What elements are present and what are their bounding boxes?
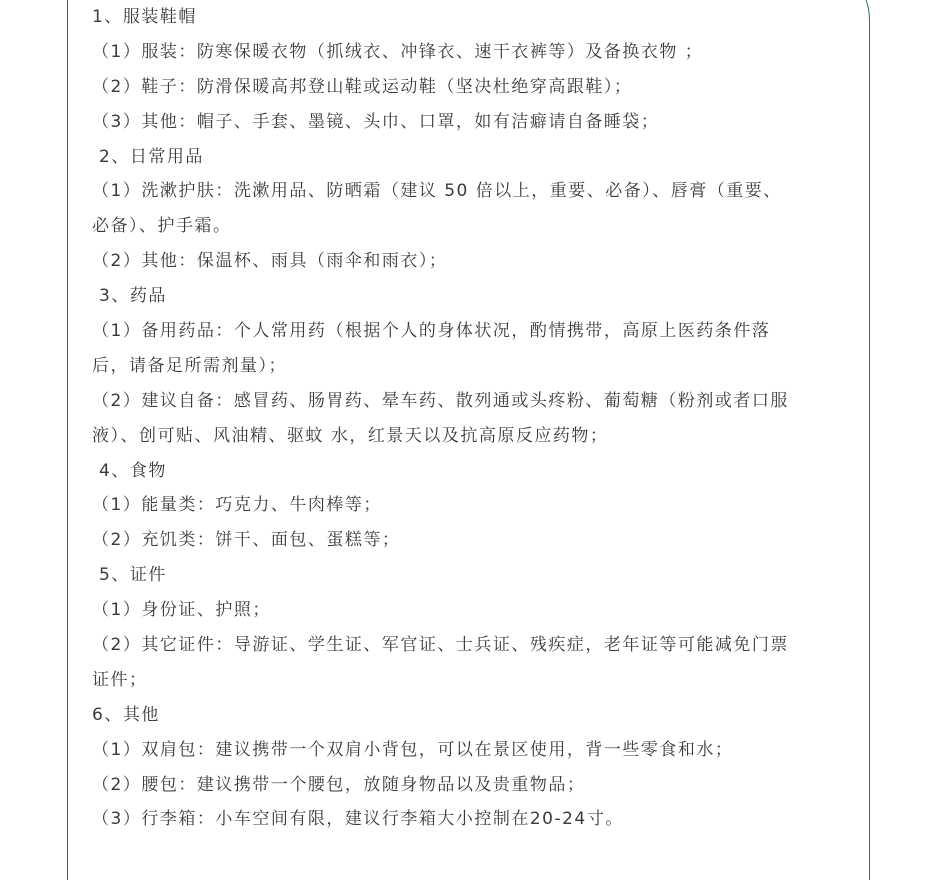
list-item: 证件； <box>92 669 148 690</box>
list-item: （3）行李箱：小车空间有限，建议行李箱大小控制在20-24寸。 <box>92 809 624 830</box>
list-item: （1）备用药品：个人常用药（根据个人的身体状况，酌情携带，高原上医药条件落 <box>92 321 771 342</box>
list-item: （2）建议自备：感冒药、肠胃药、晕车药、散列通或头疼粉、葡萄糖（粉剂或者口服 <box>92 390 789 411</box>
section-heading-food: 4、食物 <box>99 460 167 481</box>
list-item: （1）能量类：巧克力、牛肉棒等； <box>92 495 382 516</box>
list-item: （1）身份证、护照； <box>92 600 271 621</box>
section-heading-clothing: 1、服装鞋帽 <box>92 7 197 27</box>
section-heading-other: 6、其他 <box>92 704 160 725</box>
section-heading-documents: 5、证件 <box>99 565 167 586</box>
list-item: （2）其他：保温杯、雨具（雨伞和雨衣）； <box>92 251 448 272</box>
list-item: （1）洗漱护肤：洗漱用品、防晒霜（建议 50 倍以上，重要、必备）、唇膏（重要、 <box>92 181 782 202</box>
list-item: 后，请备足所需剂量）； <box>92 355 287 376</box>
list-item: （2）充饥类：饼干、面包、蛋糕等； <box>92 530 401 551</box>
list-item: （2）腰包：建议携带一个腰包，放随身物品以及贵重物品； <box>92 774 586 795</box>
list-item: （1）双肩包：建议携带一个双肩小背包，可以在景区使用，背一些零食和水； <box>92 739 734 760</box>
section-heading-medicine: 3、药品 <box>99 286 167 307</box>
list-item: （2）鞋子：防滑保暖高邦登山鞋或运动鞋（坚决杜绝穿高跟鞋）； <box>92 76 633 97</box>
list-item: （2）其它证件：导游证、学生证、军官证、士兵证、残疾症，老年证等可能减免门票 <box>92 635 789 656</box>
packing-list <box>92 0 852 837</box>
list-item: 液）、创可贴、风油精、驱蚊 水，红景天以及抗高原反应药物； <box>92 425 609 446</box>
list-item: 必备）、护手霜。 <box>92 216 232 237</box>
list-item: （1）服装：防寒保暖衣物（抓绒衣、冲锋衣、速干衣裤等）及备换衣物 ； <box>92 41 704 62</box>
section-heading-daily-items: 2、日常用品 <box>99 146 204 167</box>
list-item: （3）其他：帽子、手套、墨镜、头巾、口罩，如有洁癖请自备睡袋； <box>92 111 660 132</box>
